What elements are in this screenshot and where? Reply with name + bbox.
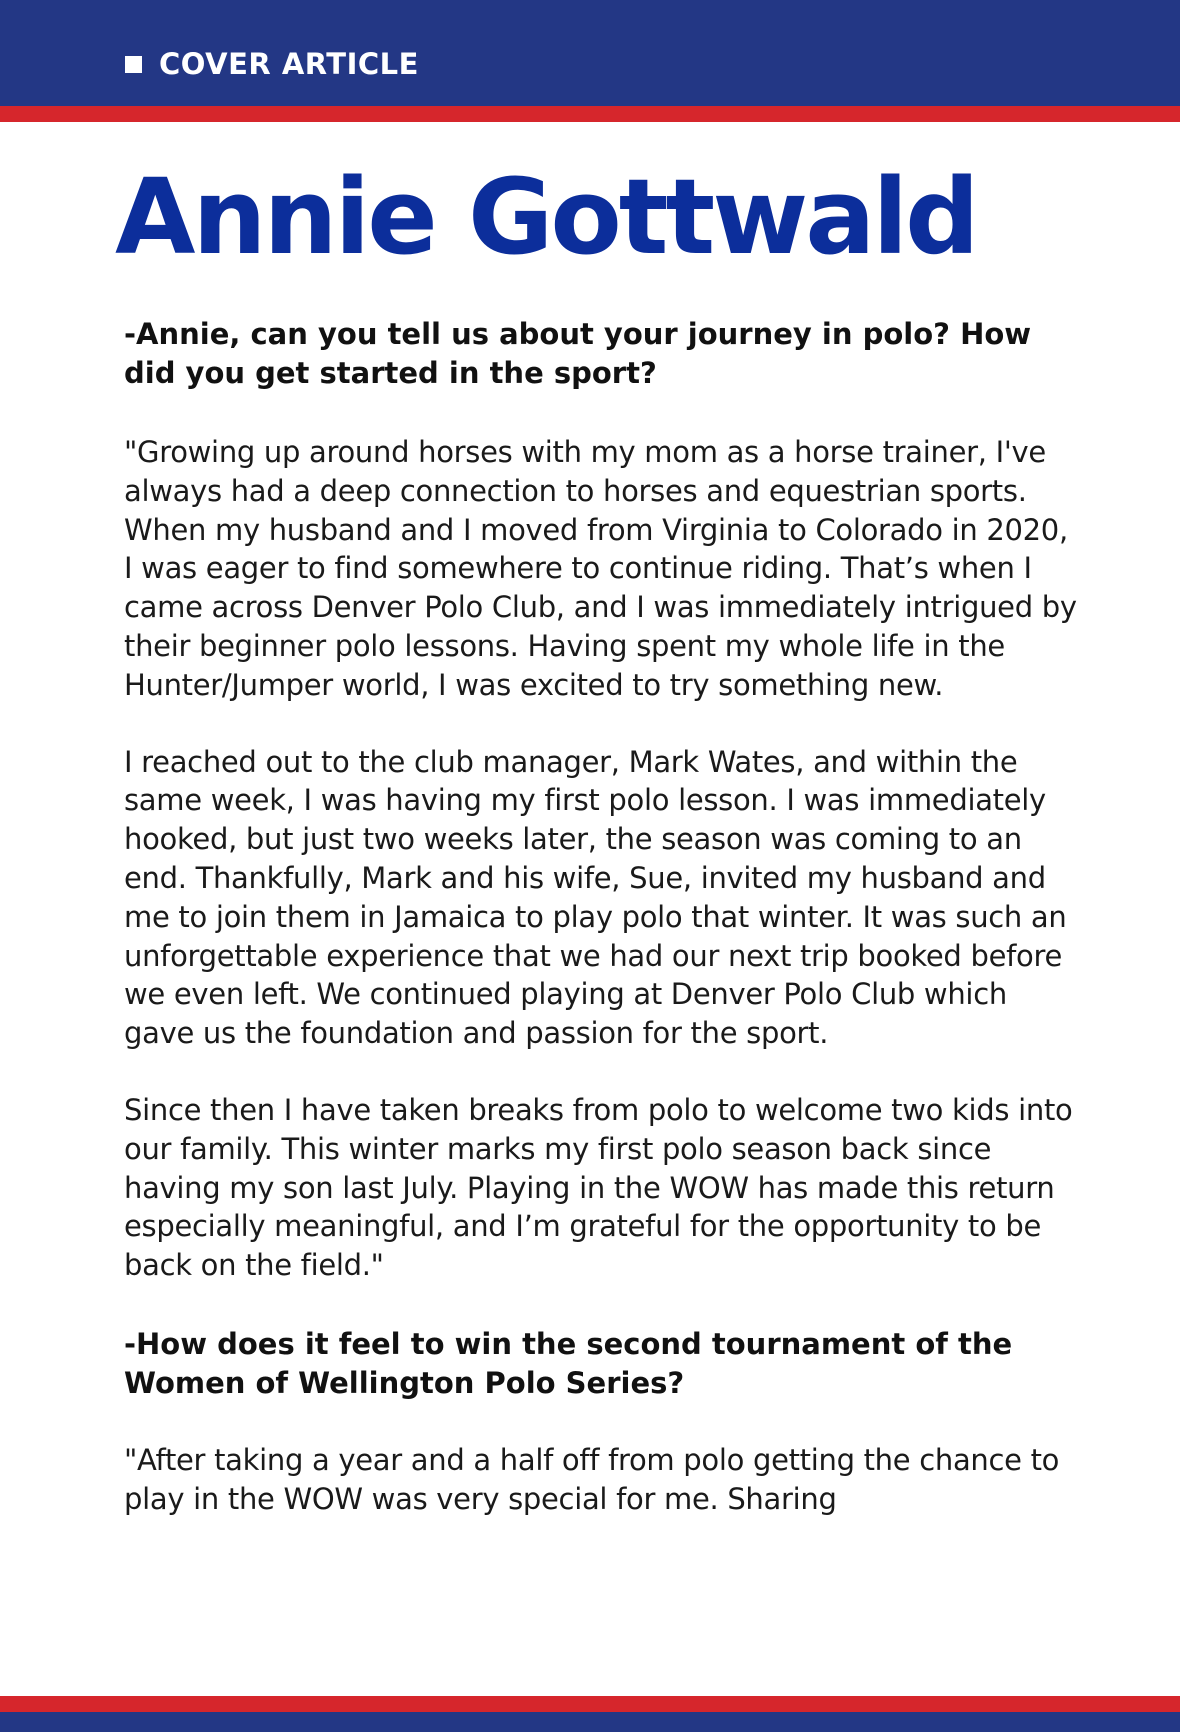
header-red-stripe xyxy=(0,106,1180,122)
footer-bar xyxy=(0,1712,1180,1732)
answer-paragraph-3: Since then I have taken breaks from polo to welcome two kids into our family. This winter marks my first polo season back since having my son last July. Playing in the WOW has made this return especially meaningful, and I’m grateful for the opportunity to be back on the field." xyxy=(124,1092,1073,1283)
answer-paragraph-2: I reached out to the club manager, Mark Wates, and within the same week, I was having my first polo lesson. I was immediately hooked, but just two weeks later, the season was coming to an end. Thankfully, Mark and his wife, Sue, invited my husband and me to join them in Jamaica to play polo that winter. It was such an unforgettable experience that we had our next trip booked before we even left. We continued playing at Denver Polo Club which gave us the foundation and passion for the sport. xyxy=(124,744,1067,1051)
interview-question-1: -Annie, can you tell us about your journey in polo? How did you get started in the sport? xyxy=(124,317,1032,390)
answer-paragraph-1: "Growing up around horses with my mom as a horse trainer, I've always had a deep connection to horses and equestrian sports. When my husband and I moved from Virginia to Colorado in 2020, I was eager to find somewhere to continue riding. That’s when I came across Denver Polo Club, and I was immediately intrigued by their beginner polo lessons. Having spent my whole life in the Hunter/Jumper world, I was excited to try something new. xyxy=(124,435,1077,702)
article-title: Annie Gottwald xyxy=(115,156,977,278)
section-label-text: COVER ARTICLE xyxy=(159,47,419,81)
article-body xyxy=(124,315,1079,1519)
square-bullet-icon xyxy=(125,56,142,73)
interview-question-2: -How does it feel to win the second tournament of the Women of Wellington Polo Series? xyxy=(124,1326,1013,1400)
answer-paragraph-4: "After taking a year and a half off from polo getting the chance to play in the WOW was very special for me. Sharing xyxy=(124,1442,1060,1516)
footer-red-stripe xyxy=(0,1696,1180,1712)
section-label xyxy=(125,47,419,81)
